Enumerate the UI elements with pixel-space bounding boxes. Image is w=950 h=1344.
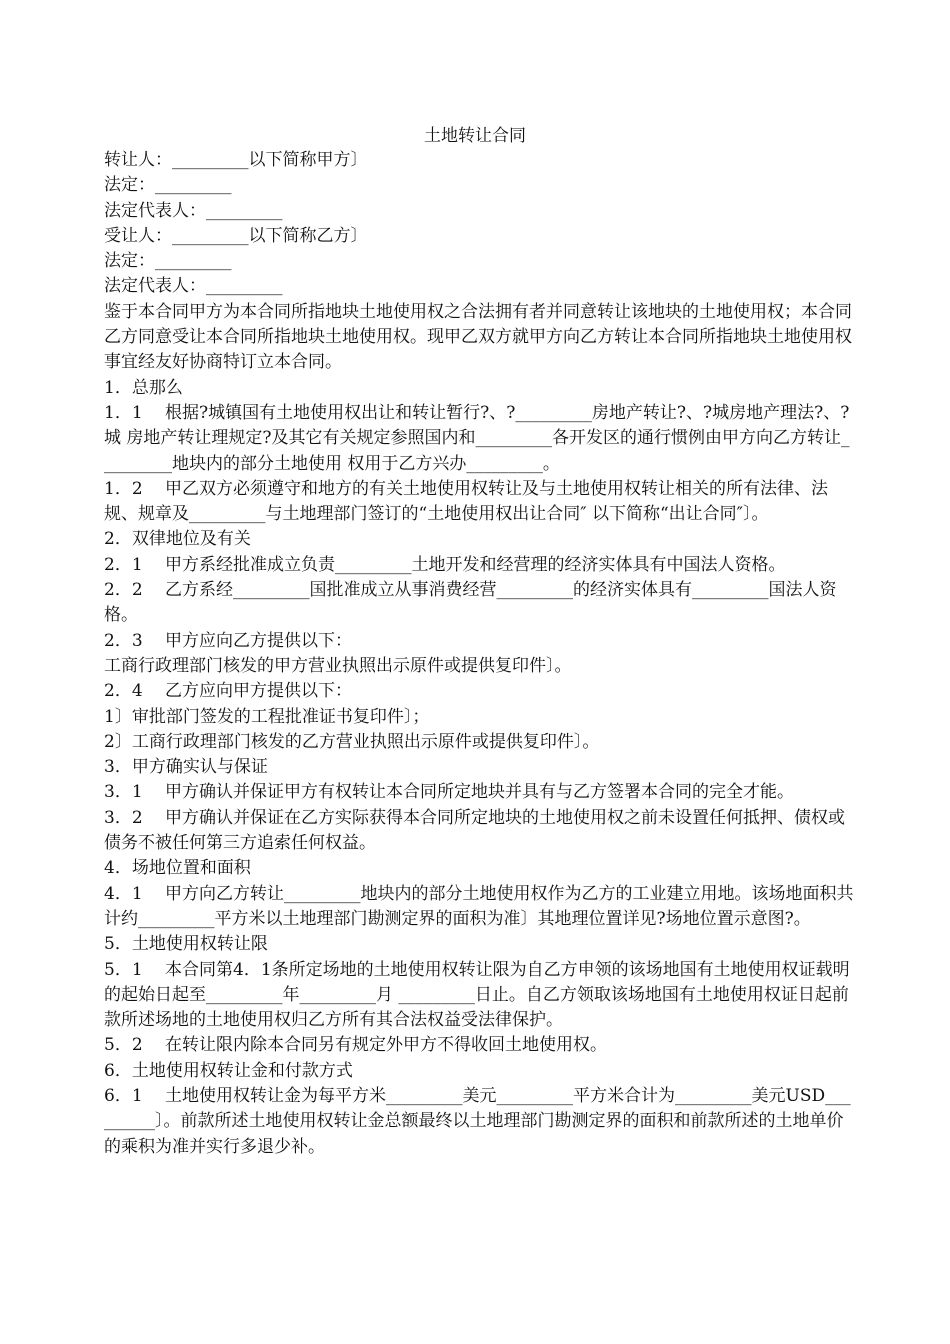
clause-paragraph: 2．4 乙方应向甲方提供以下： [104,681,353,702]
clause-paragraph: 2．3 甲方应向乙方提供以下： [104,630,353,651]
clause-paragraph: 4．1 甲方向乙方转让_________地块内的部分土地使用权作为乙方的工业建立用地。该场地面积共计约_________平方米以土地理部门勘测定界的面积为准〕其地理位置详见?场地位置示意图?。 [104,883,854,929]
preamble-paragraph: 鉴于本合同甲方为本合同所指地块土地使用权之合法拥有者并同意转让该地块的土地使用权；本合同乙方同意受让本合同所指地块土地使用权。现甲乙双方就甲方向乙方转让本合同所指地块土地使用权事宜经友好协商特订立本合同。 [104,301,852,373]
transferee-representative: 法定代表人：_________ [104,276,283,297]
clause-paragraph: 5．2 在转让限内除本合同另有规定外甲方不得收回土地使用权。 [104,1035,608,1056]
clause-paragraph: 2．2 乙方系经_________国批准成立从事消费经营_________的经济实体具有_________国法人资格。 [104,580,837,626]
clause-paragraph: 6．1 土地使用权转让金为每平方米_________美元_________平方米合计为_________美元USD_________〕。前款所述土地使用权转让金总额最终以土地理部门勘测定界的面积和前款所述的土地单价的乘积为准并实行多退少补。 [104,1085,851,1157]
section-heading: 3．甲方确实认与保证 [104,757,268,778]
party-transferee: 受让人：_________以下简称乙方〕 [104,225,368,246]
clause-paragraph: 2．1 甲方系经批准成立负责_________土地开发和经营理的经济实体具有中国法人资格。 [104,554,786,575]
list-item: 2〕工商行政理部门核发的乙方营业执照出示原件或提供复印件〕。 [104,731,600,752]
clause-paragraph: 1．1 根据?城镇国有土地使用权出让和转让暂行?、?_________房地产转让?、?城房地产理法?、?城 房地产转让理规定?及其它有关规定参照国内和_________各开发区的通行惯例由甲方向乙方转让_________地块内的部分土地使用 权用于乙方兴办_________。 [104,402,850,474]
list-item: 1〕审批部门签发的工程批准证书复印件〕； [104,706,430,727]
clause-paragraph: 3．1 甲方确认并保证甲方有权转让本合同所定地块并具有与乙方签署本合同的完全才能。 [104,782,795,803]
clause-paragraph: 3．2 甲方确认并保证在乙方实际获得本合同所定地块的土地使用权之前未设置任何抵押、债权或债务不被任何第三方追索任何权益。 [104,807,846,854]
document-body [104,148,854,1160]
section-heading: 2．双律地位及有关 [104,529,251,550]
clause-paragraph: 5．1 本合同第4．1条所定场地的土地使用权转让限为自乙方申领的该场地国有土地使用权证载明的起始日起至_________年_________月 _________日止。自乙方领取该场地国有土地使用权证日起前款所述场地的土地使用权归乙方所有其合法权益受法律保护。 [104,959,850,1031]
document-title: 土地转让合同 [424,126,526,146]
section-heading: 4．场地位置和面积 [104,858,251,879]
section-heading: 5．土地使用权转让限 [104,934,268,955]
transferor-representative: 法定代表人：_________ [104,200,283,221]
transferor-legal: 法定：_________ [104,175,232,196]
section-heading: 1．总那么 [104,377,183,398]
clause-paragraph: 工商行政理部门核发的甲方营业执照出示原件或提供复印件〕。 [104,655,572,676]
clause-paragraph: 1．2 甲乙双方必须遵守和地方的有关土地使用权转让及与土地使用权转让相关的所有法律、法规、规章及_________与土地理部门签订的“土地使用权出让合同″ 以下简称“出让合同″〕。 [104,478,829,525]
transferee-legal: 法定：_________ [104,251,232,272]
section-heading: 6．土地使用权转让金和付款方式 [104,1060,353,1081]
party-transferor: 转让人：_________以下简称甲方〕 [104,150,368,170]
